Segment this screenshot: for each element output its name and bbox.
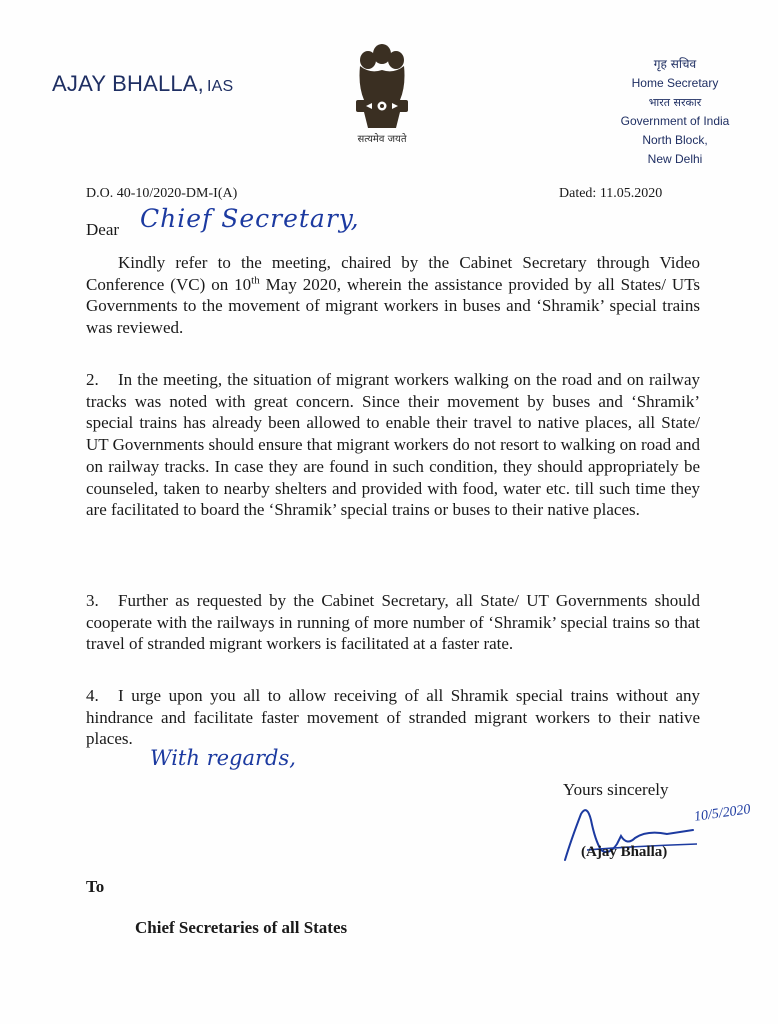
paragraph-3-text: Further as requested by the Cabinet Secretary, all State/ UT Governments should cooperate with the railways in running of more number of ‘Shramik’ special trains so that travel of stranded migrant workers is facilitated at a faster rate.	[86, 591, 700, 654]
sender-name	[52, 71, 233, 97]
sender-name-text: AJAY BHALLA,	[52, 71, 204, 96]
govt-english: Government of India	[620, 114, 730, 128]
paragraph-4-text: I urge upon you all to allow receiving of all Shramik special trains without any hindrance and facilitate faster movement of stranded migrant workers to their native places.	[86, 686, 700, 749]
paragraph-1-superscript: th	[251, 274, 260, 287]
sender-suffix: IAS	[207, 78, 234, 95]
paragraph-3-number: 3.	[86, 591, 99, 610]
to-label: To	[86, 877, 105, 896]
closing-yours-sincerely: Yours sincerely	[563, 780, 669, 799]
paragraph-1-text-b: May 2020, wherein the assistance provided by all States/ UTs Governments to the movement of migrant workers in buses and ‘Shramik’ special trains was reviewed.	[86, 274, 701, 338]
salutation-dear: Dear	[86, 220, 120, 239]
signer-name: (Ajay Bhalla)	[581, 844, 668, 860]
title-hindi: गृह सचिव	[653, 57, 697, 71]
paragraph-2-text: In the meeting, the situation of migrant workers walking on the road and on railway tracks was noted with great concern. Since their movement by buses and ‘Shramik’ special trains has already been allowed to enable their travel to native places, all State/ UT Governments should ensure that migrant workers do not resort to walking on road and on railway tracks. In case they are found in such condition, they should appropriately be counseled, taken to nearby shelters and provided with food, water etc. till such time they are facilitated to board the ‘Shramik’ special trains or buses to their native places.	[86, 370, 700, 520]
address-city: New Delhi	[647, 152, 703, 166]
recipient-name: Chief Secretaries of all States	[135, 918, 348, 937]
handwritten-regards: With regards,	[150, 746, 296, 770]
title-english: Home Secretary	[631, 76, 719, 90]
national-emblem-icon	[344, 40, 420, 148]
reference-number: D.O. 40-10/2020-DM-I(A)	[86, 186, 238, 201]
paragraph-2-number: 2.	[86, 370, 99, 389]
paragraph-1	[86, 252, 700, 339]
paragraph-1-text-a: Kindly refer to the meeting, chaired by the Cabinet Secretary through Video Conference (VC) on 10	[86, 253, 700, 294]
salutation	[86, 220, 119, 240]
paragraph-2	[86, 369, 700, 521]
emblem-motto: सत्यमेव जयते	[357, 134, 407, 145]
paragraph-3	[86, 590, 700, 655]
handwritten-addressee: Chief Secretary,	[140, 204, 360, 233]
paragraph-4	[86, 685, 700, 750]
address-block: North Block,	[642, 133, 708, 147]
signature-date: 10/5/2020	[693, 802, 752, 825]
sender-address	[600, 55, 750, 169]
paragraph-4-number: 4.	[86, 686, 99, 705]
govt-hindi: भारत सरकार	[648, 96, 702, 109]
letter-date: Dated: 11.05.2020	[559, 186, 663, 201]
